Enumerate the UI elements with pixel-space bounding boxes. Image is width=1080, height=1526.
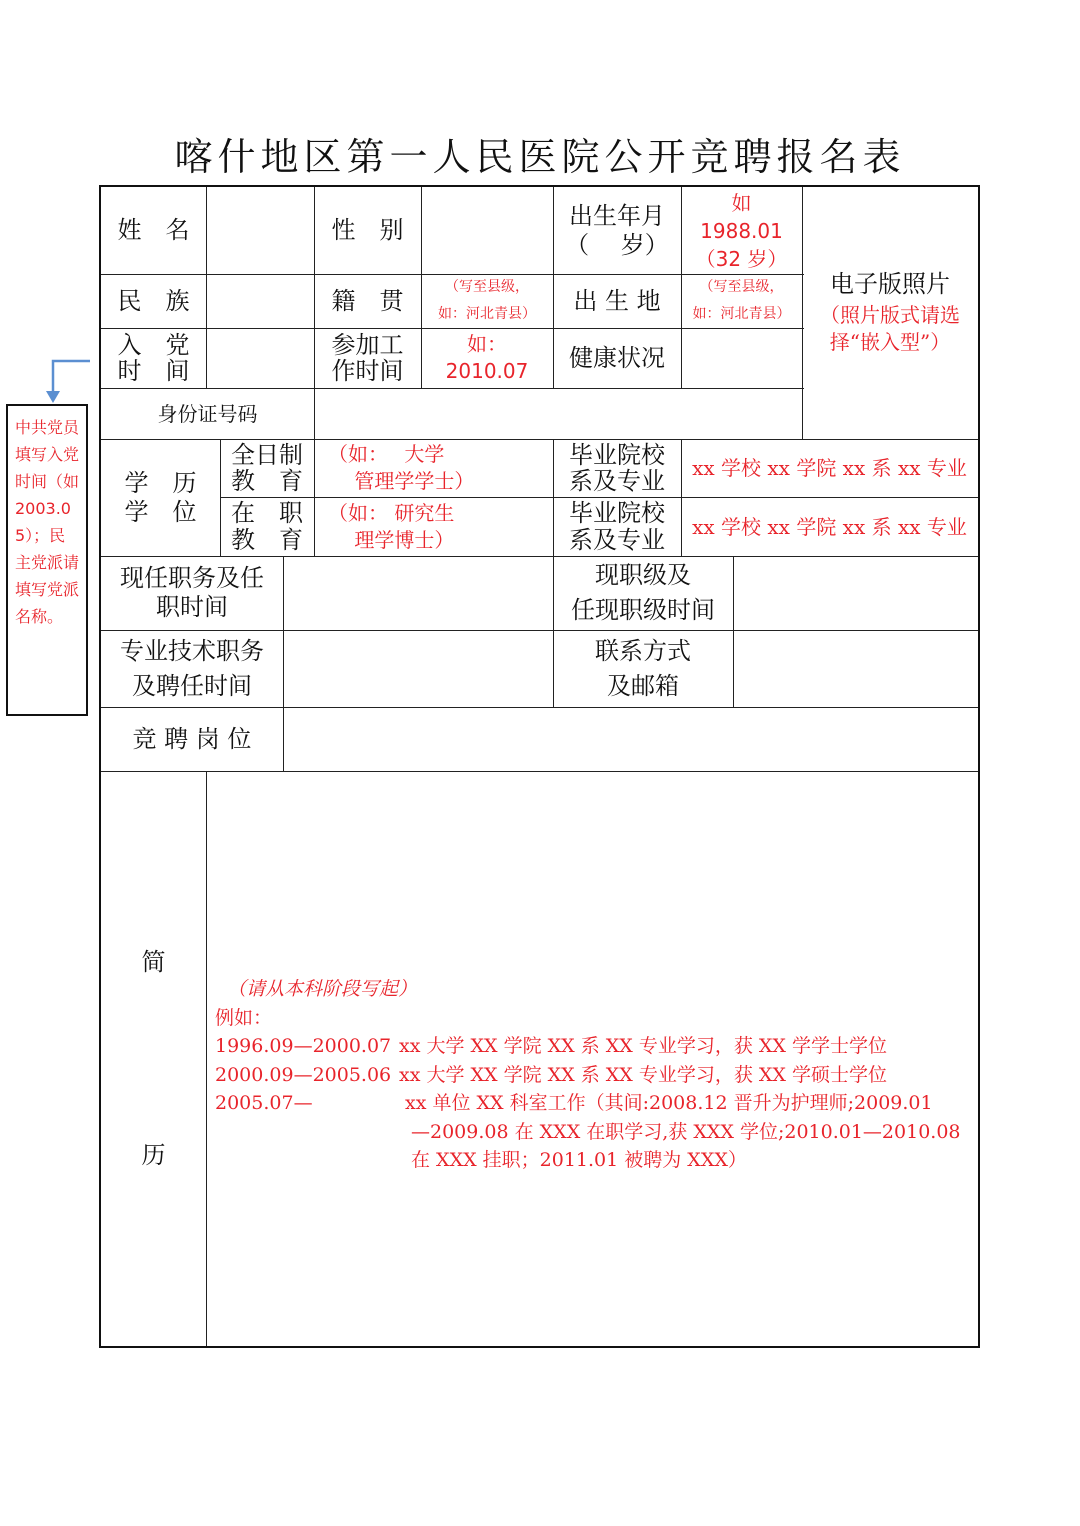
resume-continuation: 在 XXX 挂职；2011.01 被聘为 XXX） [411, 1149, 747, 1171]
resume-entry-text: xx 单位 XX 科室工作（其间:2008.12 晋升为护理师;2009.01 [405, 1092, 933, 1114]
name-field[interactable] [206, 187, 314, 274]
education-label: 学 历 学 位 [124, 468, 197, 526]
current-level-label: 现职级及 任现职级时间 [571, 561, 715, 624]
resume-example-label: 例如： [215, 1006, 273, 1029]
fulltime-degree-example[interactable]: （如： 大学 管理学学士） [328, 442, 475, 493]
resume-entry [215, 1089, 980, 1118]
school2-example[interactable]: xx 学校 xx 学院 xx 系 xx 专业 [692, 514, 967, 539]
name-label: 姓 名 [117, 216, 190, 245]
fulltime-label: 全日制 教 育 [231, 440, 303, 495]
id-number-label: 身份证号码 [157, 401, 258, 426]
party-join-field[interactable] [206, 328, 314, 388]
ethnicity-label: 民 族 [117, 286, 190, 315]
work-start-example[interactable]: 如： 2010.07 [445, 332, 529, 383]
apply-post-field[interactable] [283, 707, 978, 771]
apply-post-label: 竞 聘 岗 位 [132, 724, 252, 753]
school1-label: 毕业院校 系及专业 [569, 440, 665, 495]
inservice-degree-example[interactable]: （如： 研究生 理学博士） [328, 500, 455, 552]
resume-entry-text: xx 大学 XX 学院 XX 系 XX 专业学习，获 XX 学学士学位 [399, 1035, 887, 1057]
school1-example[interactable]: xx 学校 xx 学院 xx 系 xx 专业 [692, 456, 967, 480]
id-number-field[interactable] [314, 388, 802, 439]
health-field[interactable] [681, 328, 802, 388]
form-title: 喀什地区第一人民医院公开竞聘报名表 [174, 135, 906, 179]
photo-area[interactable] [802, 187, 978, 439]
ethnicity-field[interactable] [206, 274, 314, 328]
party-join-label: 入 党 时 间 [117, 330, 190, 385]
native-place-example[interactable]: （写至县级， 如：河北青县） [438, 279, 536, 322]
photo-title: 电子版照片 [830, 269, 950, 298]
resume-entry [215, 1061, 980, 1090]
title-post-field[interactable] [283, 630, 553, 707]
current-level-field[interactable] [733, 556, 978, 630]
side-note: 中共党员填写入党时间（如2003.05）；民主党派请填写党派名称。 [15, 418, 80, 626]
resume-label-2: 历 [141, 1140, 166, 1169]
birthplace-example[interactable]: （写至县级， 如：河北青县） [692, 279, 791, 322]
resume-continuation: —2009.08 在 XXX 在职学习,获 XXX 学位;2010.01—2010.08 [411, 1120, 961, 1143]
resume-entry-date: 2000.09—2005.06 [215, 1063, 392, 1086]
current-post-label: 现任职务及任 职时间 [120, 564, 264, 621]
resume-hint: （请从本科阶段写起） [227, 978, 418, 1000]
birthplace-label: 出 生 地 [573, 286, 661, 315]
title-post-label: 专业技术职务 及聘任时间 [120, 636, 264, 700]
birth-example[interactable]: 如 1988.01 （32 岁） [695, 190, 788, 271]
inservice-label: 在 职 教 育 [231, 499, 303, 554]
resume-content[interactable] [215, 975, 980, 1175]
birth-label: 出生年月 （ 岁） [565, 201, 669, 259]
contact-label: 联系方式 及邮箱 [595, 636, 691, 700]
current-post-field[interactable] [283, 556, 553, 630]
health-label: 健康状况 [569, 343, 665, 372]
gender-field[interactable] [421, 187, 553, 274]
resume-entry-date: 1996.09—2000.07 [215, 1035, 392, 1057]
work-start-label: 参加工 作时间 [331, 330, 404, 385]
annotation-arrow-icon [0, 0, 110, 420]
contact-field[interactable] [733, 630, 978, 707]
native-place-label: 籍 贯 [331, 286, 404, 315]
school2-label: 毕业院校 系及专业 [569, 499, 665, 554]
resume-entry-text: xx 大学 XX 学院 XX 系 XX 专业学习，获 XX 学硕士学位 [399, 1063, 887, 1086]
resume-label-1: 简 [141, 947, 166, 976]
resume-entry-date: 2005.07— [215, 1092, 313, 1114]
gender-label: 性 别 [331, 216, 404, 245]
photo-hint: （照片版式请选 择“嵌入型”） [820, 303, 960, 355]
resume-entry [215, 1032, 980, 1061]
